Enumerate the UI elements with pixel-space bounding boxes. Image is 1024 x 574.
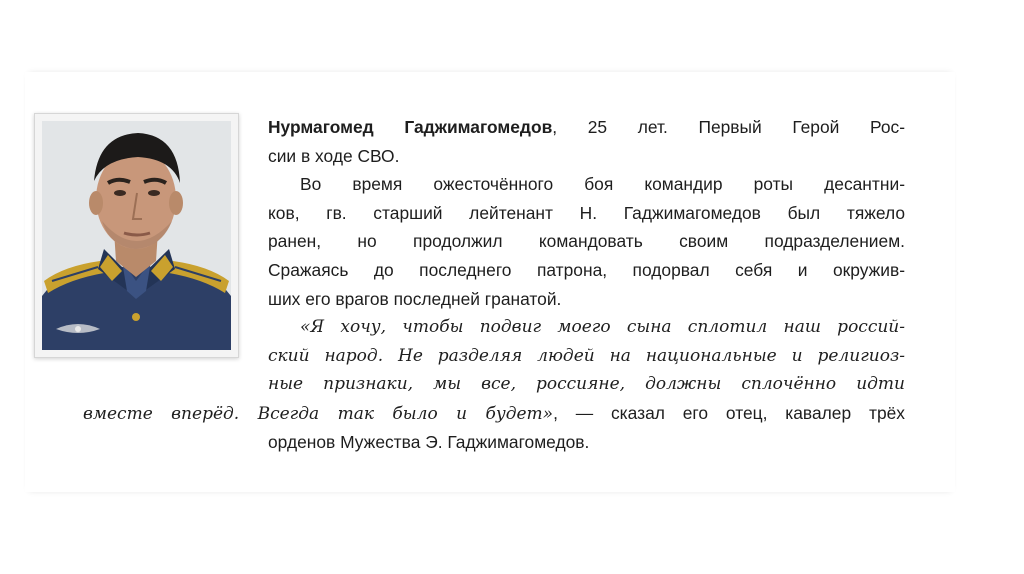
paragraph-battle-line-4: Сражаясь до последнего патрона, подорвал себя и окружив- — [268, 259, 905, 280]
quote-line-1: «Я хочу, чтобы подвиг моего сына сплотил наш россий- — [300, 317, 905, 338]
quote-line-4 — [83, 399, 905, 428]
paragraph-battle-line-3: ранен, но продолжил командовать своим подразделением. — [268, 231, 905, 252]
paragraph-battle-line-1: Во время ожесточённого боя командир роты десантни- — [300, 174, 905, 195]
final-line: орденов Мужества Э. Гаджимагомедов. — [268, 431, 590, 452]
quote-attribution: , — сказал его отец, кавалер трёх — [553, 402, 905, 423]
hero-name: Нурмагомед Гаджимагомедов — [268, 117, 553, 137]
quote-line-2: ский народ. Не разделяя людей на национальные и религиоз- — [268, 345, 905, 366]
paragraph-battle-line-5: ших его врагов последней гранатой. — [268, 288, 562, 309]
biography-text — [83, 113, 905, 456]
paragraph-intro-line-1 — [83, 113, 905, 142]
intro-rest: , 25 лет. Первый Герой Рос- — [552, 117, 905, 137]
paragraph-intro-line-2: сии в ходе СВО. — [268, 145, 400, 166]
paragraph-battle-line-2: ков, гв. старший лейтенант Н. Гаджимагомедов был тяжело — [268, 202, 905, 223]
quote-line-3: ные признаки, мы все, россияне, должны сплочённо идти — [268, 374, 905, 395]
quote-end: вместе вперёд. Всегда так было и будет» — [83, 403, 554, 424]
